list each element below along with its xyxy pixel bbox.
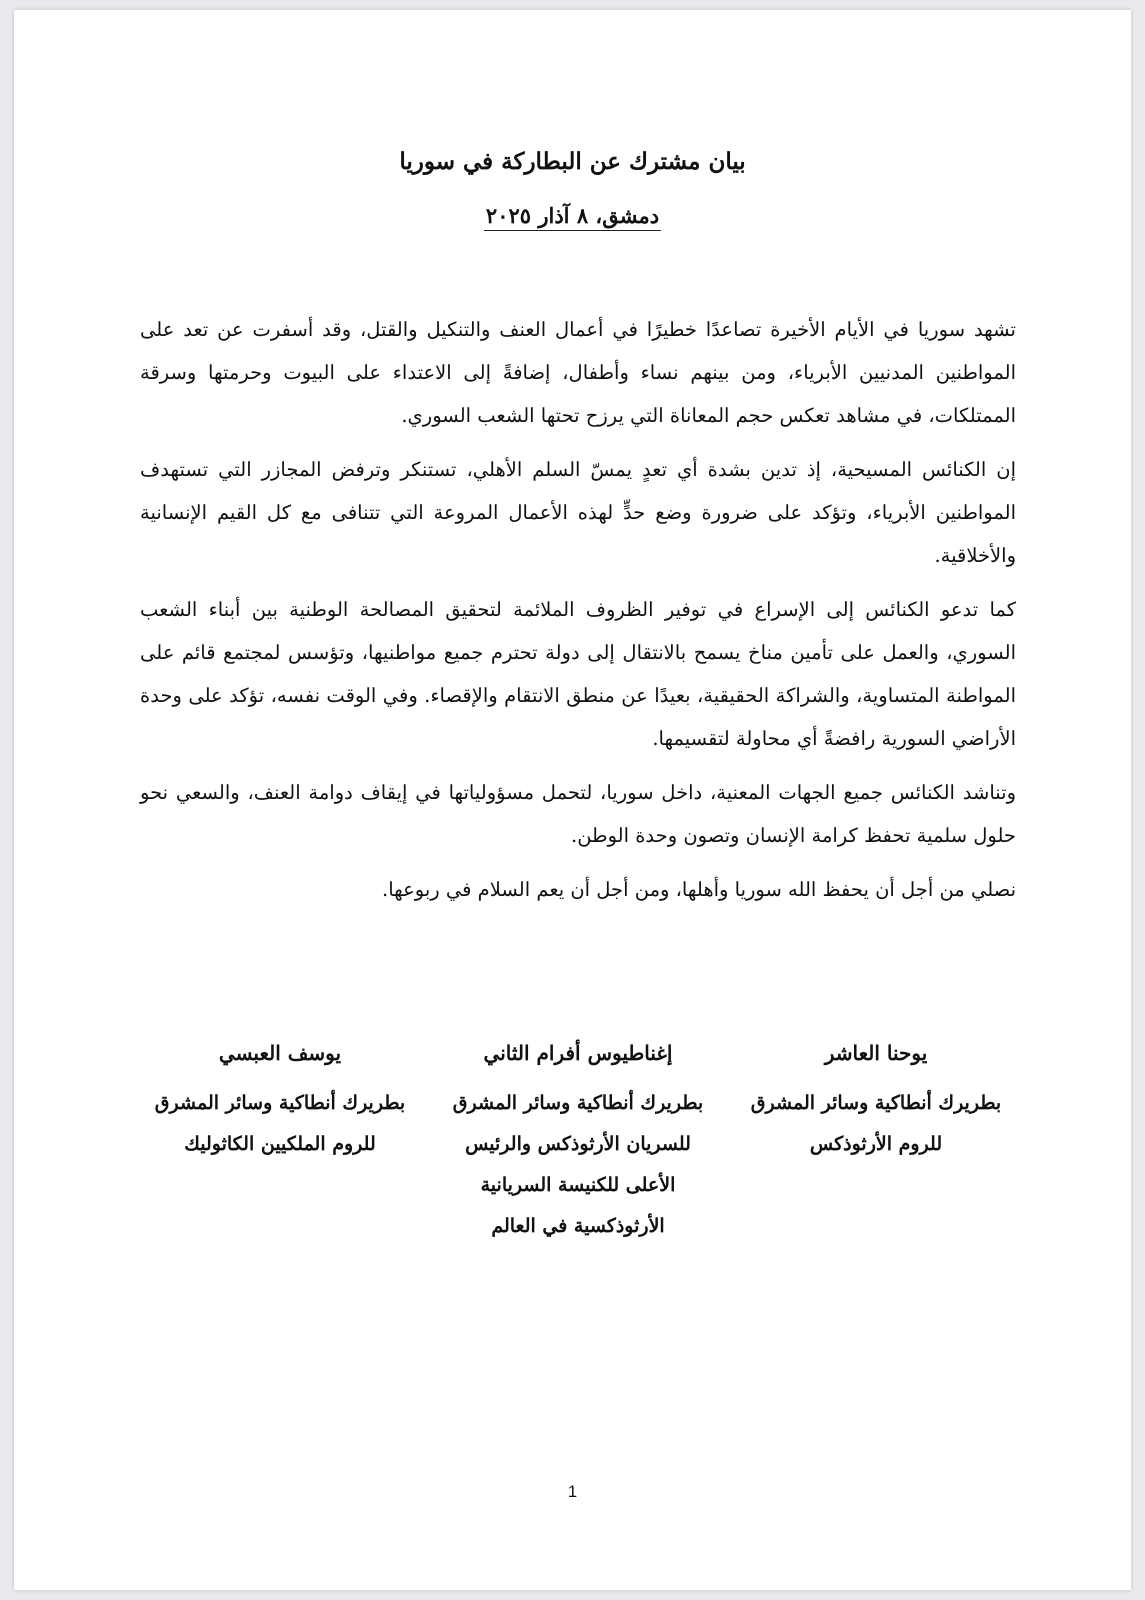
signatory-role-line: الأعلى للكنيسة السريانية: [480, 1174, 676, 1196]
paragraph: نصلي من أجل أن يحفظ الله سوريا وأهلها، ومن أجل أن يعم السلام في ربوعها.: [382, 878, 1016, 901]
signatory-name: إغناطيوس أفرام الثاني: [483, 1041, 673, 1065]
signatory-role-line: للروم الملكيين الكاثوليك: [184, 1133, 376, 1155]
signatory-1: [736, 1040, 1016, 1247]
signatory-name: يوحنا العاشر: [824, 1041, 928, 1065]
document-page: [14, 10, 1131, 1590]
signatory-role-line: بطريرك أنطاكية وسائر المشرق: [750, 1092, 1002, 1114]
statement-body: [140, 308, 1016, 922]
signatory-role-line: بطريرك أنطاكية وسائر المشرق: [452, 1092, 704, 1114]
signatory-role-line: للسريان الأرثوذكس والرئيس: [465, 1133, 691, 1155]
paragraph: إن الكنائس المسيحية، إذ تدين بشدة أي تعدٍ يمسّ السلم الأهلي، تستنكر وترفض المجازر التي تستهدف المواطنين الأبرياء، وتؤكد على ضرورة وضع حدٍّ لهذه الأعمال المروعة التي تتنافى مع كل القيم الإنسانية والأخلاقية.: [140, 458, 1016, 567]
signatures-block: [140, 1040, 1016, 1247]
date-line-text: دمشق، ٨ آذار ٢٠٢٥: [484, 203, 661, 231]
signatory-role-line: للروم الأرثوذكس: [809, 1133, 943, 1155]
page-number: 1: [567, 1482, 578, 1501]
signatory-3: [140, 1040, 420, 1247]
date-line: [14, 203, 1131, 231]
signatory-role-line: الأرثوذكسية في العالم: [491, 1215, 665, 1237]
paragraph: تشهد سوريا في الأيام الأخيرة تصاعدًا خطيرًا في أعمال العنف والتنكيل والقتل، وقد أسفرت عن تعد على المواطنين المدنيين الأبرياء، ومن بينهم نساء وأطفال، إضافةً إلى الاعتداء على البيوت وحرمتها وسرقة الممتلكات، في مشاهد تعكس حجم المعاناة التي يرزح تحتها الشعب السوري.: [140, 318, 1016, 427]
signatory-role-line: بطريرك أنطاكية وسائر المشرق: [154, 1092, 406, 1114]
signatory-2: [438, 1040, 718, 1247]
signatory-name: يوسف العبسي: [218, 1041, 342, 1065]
paragraph: كما تدعو الكنائس إلى الإسراع في توفير الظروف الملائمة لتحقيق المصالحة الوطنية بين أبناء الشعب السوري، والعمل على تأمين مناخ يسمح بالانتقال إلى دولة تحترم جميع مواطنيها، وتؤسس لمجتمع قائم على المواطنة المتساوية، والشراكة الحقيقية، بعيدًا عن منطق الانتقام والإقصاء. وفي الوقت نفسه، تؤكد على وحدة الأراضي السورية رافضةً أي محاولة لتقسيمها.: [140, 598, 1016, 750]
paragraph: وتناشد الكنائس جميع الجهات المعنية، داخل سوريا، لتحمل مسؤولياتها في إيقاف دوامة العنف، والسعي نحو حلول سلمية تحفظ كرامة الإنسان وتصون وحدة الوطن.: [140, 781, 1016, 847]
document-title: بيان مشترك عن البطاركة في سوريا: [399, 148, 746, 175]
